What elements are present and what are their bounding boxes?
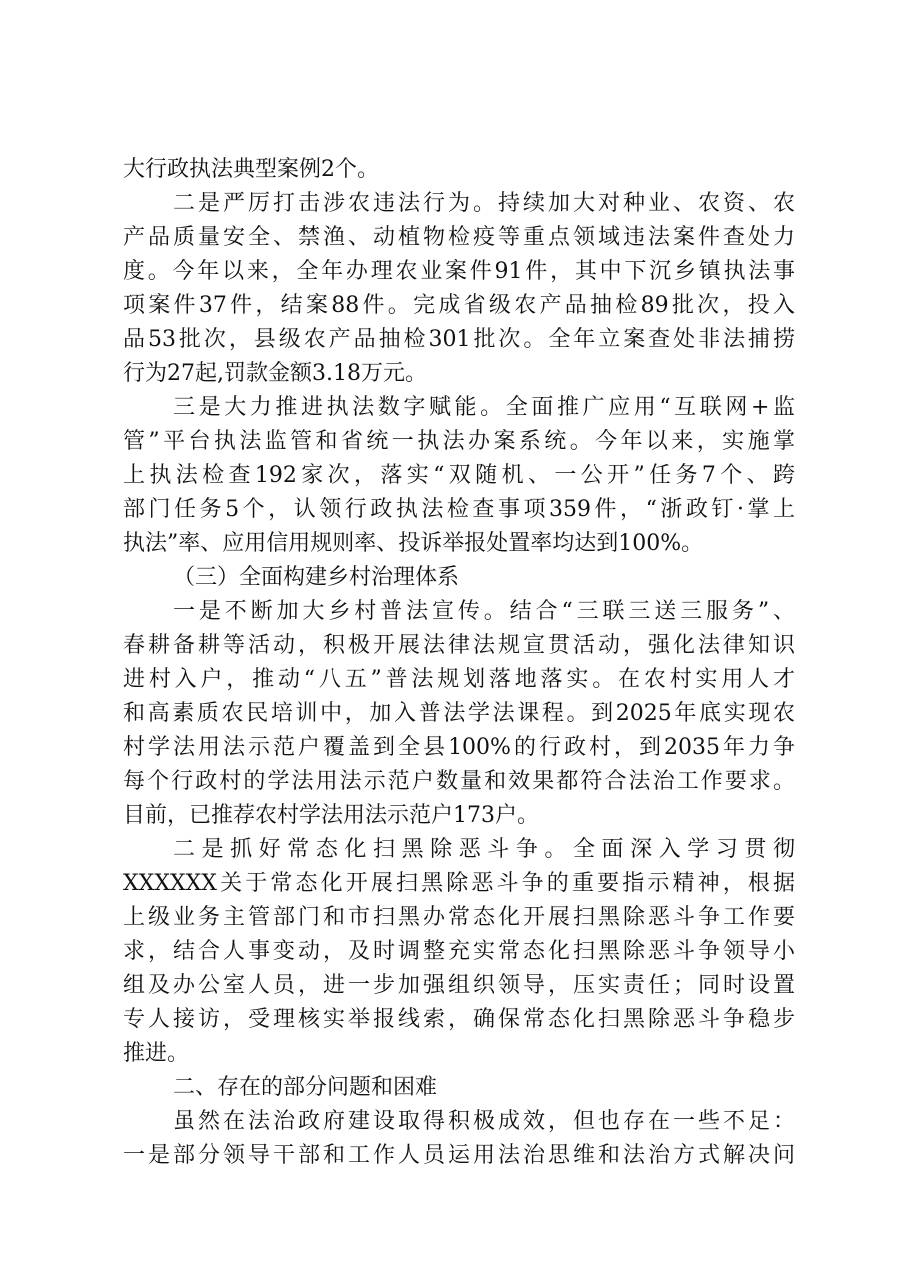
text-line: 求，结合人事变动，及时调整充实常态化扫黑除恶斗争领导小 bbox=[123, 939, 795, 964]
text-line: 二是抓好常态化扫黑除恶斗争。全面深入学习贯彻 bbox=[173, 837, 795, 862]
text-line: XXXXXX关于常态化开展扫黑除恶斗争的重要指示精神，根据 bbox=[123, 871, 795, 896]
text-line: 组及办公室人员，进一步加强组织领导，压实责任；同时设置 bbox=[123, 973, 795, 998]
text-line: 虽然在法治政府建设取得积极成效，但也存在一些不足： bbox=[173, 1109, 795, 1134]
text-line: 三是大力推进执法数字赋能。全面推广应用“互联网+监 bbox=[173, 395, 795, 420]
text-line: 执法”率、应用信用规则率、投诉举报处置率均达到100%。 bbox=[123, 531, 704, 556]
text-line: 项案件37件，结案88件。完成省级农产品抽检89批次，投入 bbox=[123, 293, 795, 318]
text-line: 推进。 bbox=[123, 1041, 190, 1066]
text-line: 和高素质农民培训中，加入普法学法课程。到2025年底实现农 bbox=[123, 701, 795, 726]
text-line: 每个行政村的学法用法示范户数量和效果都符合法治工作要求。 bbox=[123, 769, 795, 794]
section-heading: 二、存在的部分问题和困难 bbox=[173, 1075, 438, 1100]
text-line: 一是部分领导干部和工作人员运用法治思维和法治方式解决问 bbox=[123, 1143, 795, 1168]
text-line: 管”平台执法监管和省统一执法办案系统。今年以来，实施掌 bbox=[123, 429, 795, 454]
text-line: 品53批次，县级农产品抽检301批次。全年立案查处非法捕捞 bbox=[123, 327, 795, 352]
text-line: 目前，已推荐农村学法用法示范户173户。 bbox=[123, 803, 539, 828]
text-line: 大行政执法典型案例2个。 bbox=[123, 157, 379, 182]
text-line: 一是不断加大乡村普法宣传。结合“三联三送三服务”、 bbox=[173, 599, 795, 624]
text-line: 上级业务主管部门和市扫黑办常态化开展扫黑除恶斗争工作要 bbox=[123, 905, 795, 930]
text-line: 专人接访，受理核实举报线索，确保常态化扫黑除恶斗争稳步 bbox=[123, 1007, 795, 1032]
text-line: 度。今年以来，全年办理农业案件91件，其中下沉乡镇执法事 bbox=[123, 259, 795, 284]
text-line: 村学法用法示范户覆盖到全县100%的行政村，到2035年力争 bbox=[123, 735, 795, 760]
text-line: 产品质量安全、禁渔、动植物检疫等重点领域违法案件查处力 bbox=[123, 225, 795, 250]
text-line: 二是严厉打击涉农违法行为。持续加大对种业、农资、农 bbox=[173, 191, 795, 216]
text-line: 上执法检查192家次，落实“双随机、一公开”任务7个、跨 bbox=[123, 463, 795, 488]
text-line: 春耕备耕等活动，积极开展法律法规宣贯活动，强化法律知识 bbox=[123, 633, 795, 658]
text-line: 行为27起,罚款金额3.18万元。 bbox=[123, 361, 427, 386]
text-line: 部门任务5个，认领行政执法检查事项359件，“浙政钉·掌上 bbox=[123, 497, 795, 522]
section-heading: （三）全面构建乡村治理体系 bbox=[173, 565, 460, 590]
text-line: 进村入户，推动“八五”普法规划落地落实。在农村实用人才 bbox=[123, 667, 795, 692]
